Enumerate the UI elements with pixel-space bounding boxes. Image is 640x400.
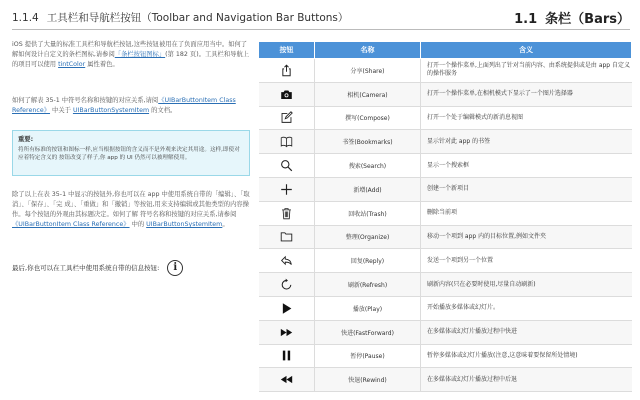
table-row (259, 106, 632, 130)
row-name: 分享(Share) (315, 59, 421, 83)
header-meaning: 含义 (421, 42, 632, 59)
row-desc: 打开一个操作菜单,上面列出了针对当前内容、由系统提供或是由 app 自定义的操作服务 (421, 59, 632, 83)
reply-icon (259, 249, 315, 273)
row-name: 暂停(Pause) (315, 344, 421, 368)
row-desc: 暂停多媒体或幻灯片播放(注意,这意味着要保留所处情境) (421, 344, 632, 368)
table-row (259, 59, 632, 83)
bar-icons-link[interactable]: 「条栏按钮图标」 (114, 51, 166, 58)
header-button: 按钮 (259, 42, 315, 59)
bar-buttons-table (258, 41, 632, 392)
chapter-number: 1.1 (514, 12, 538, 27)
row-desc: 删除当前项 (421, 201, 632, 225)
play-icon (259, 296, 315, 320)
fastforward-icon (259, 320, 315, 344)
row-name: 相机(Camera) (315, 82, 421, 106)
reference-text-c: 的文档。 (151, 107, 177, 114)
info-button-line (12, 260, 250, 276)
extra-text-a: 除了以上在表 35-1 中显示的按钮外,你也可以在 app 中使用系统自带的「编辑」、「取消」、「保存」、「完 成」、「重做」和「撤销」等按钮,用来支持编辑或其他类型的内容操作。每个按钮的外观由其标题决定。如何了解 符号名称和按键的对应关系,请参阅 (12, 191, 250, 218)
intro-paragraph (12, 40, 250, 88)
row-name: 回复(Reply) (315, 249, 421, 273)
row-desc: 在多媒体或幻灯片播放过程中后退 (421, 368, 632, 392)
note-body: 将所有标准的按钮和图标一样,应当根据按钮的含义而不是外观来决定其用途。这样,即使对应着特定含义的 按钮改变了样子,你 app 的 UI 仍然可以被理解使用。 (18, 147, 240, 161)
add-icon (259, 177, 315, 201)
info-icon: i (167, 260, 183, 276)
body-text-column (12, 40, 250, 276)
system-item-link[interactable]: UIBarButtonSystemItem (72, 107, 150, 114)
class-reference-link-2[interactable]: 《UIBarButtonItem Class Reference》 (12, 221, 130, 228)
tintcolor-link[interactable]: tintColor (58, 61, 86, 68)
row-desc: 发送一个项到另一个位置 (421, 249, 632, 273)
row-desc: 显示针对此 app 的书签 (421, 130, 632, 154)
bookmarks-icon (259, 130, 315, 154)
row-desc: 打开一个处于编辑模式的新消息视图 (421, 106, 632, 130)
refresh-icon (259, 273, 315, 297)
row-name: 回收站(Trash) (315, 201, 421, 225)
reference-text-b: 中关于 (52, 107, 71, 114)
row-name: 快进(FastForward) (315, 320, 421, 344)
intro-text-b: (第 182 页)。工具栏和导航上的项目可以使用 (12, 51, 250, 68)
organize-icon (259, 225, 315, 249)
section-number: 1.1.4 (12, 12, 39, 24)
chapter-title: 条栏（Bars） (545, 12, 630, 27)
table-row (259, 296, 632, 320)
section-heading (12, 10, 348, 25)
extra-text-b: 中的 (131, 221, 145, 228)
row-desc: 移动一个项到 app 内的目标位置,例如文件夹 (421, 225, 632, 249)
intro-text-c: 属性着色。 (87, 61, 119, 68)
row-desc: 开始播放多媒体或幻灯片。 (421, 296, 632, 320)
row-desc: 在多媒体或幻灯片播放过程中快进 (421, 320, 632, 344)
chapter-heading (514, 8, 630, 27)
system-item-link-2[interactable]: UIBarButtonSystemItem (146, 221, 223, 228)
share-icon (259, 59, 315, 83)
table-row (259, 177, 632, 201)
section-title: 工具栏和导航栏按钮（Toolbar and Navigation Bar Buttons） (46, 12, 349, 24)
compose-icon (259, 106, 315, 130)
table-row (259, 225, 632, 249)
extra-buttons-paragraph (12, 190, 250, 240)
row-name: 撰写(Compose) (315, 106, 421, 130)
header-divider (12, 29, 630, 30)
table-row (259, 201, 632, 225)
table-row (259, 249, 632, 273)
table-row (259, 320, 632, 344)
search-icon (259, 154, 315, 178)
table-row (259, 82, 632, 106)
row-desc: 显示一个搜索框 (421, 154, 632, 178)
important-note (12, 130, 250, 176)
rewind-icon (259, 368, 315, 392)
intro-text-a: iOS 提供了大量的标准工具栏和导航栏按钮,这些按钮被用在了负面应用当中。如何了解如何设计自定义的条栏图标,请参阅 (12, 41, 248, 58)
row-name: 快退(Rewind) (315, 368, 421, 392)
table-row (259, 273, 632, 297)
table-row (259, 154, 632, 178)
trash-icon (259, 201, 315, 225)
table-row (259, 344, 632, 368)
row-name: 新增(Add) (315, 177, 421, 201)
row-desc: 刷新内容(只在必要时使用,尽量自动刷新) (421, 273, 632, 297)
note-title: 重要: (18, 136, 34, 143)
row-name: 整理(Organize) (315, 225, 421, 249)
table-row (259, 130, 632, 154)
header-name: 名称 (315, 42, 421, 59)
reference-paragraph (12, 96, 250, 120)
row-name: 搜索(Search) (315, 154, 421, 178)
reference-text-a: 如何了解表 35-1 中符号名称和按键的对应关系,请阅 (12, 97, 159, 104)
row-name: 刷新(Refresh) (315, 273, 421, 297)
info-button-text: 最后,你也可以在工具栏中使用系统自带的信息按钮: (12, 264, 160, 272)
row-desc: 创建一个新项目 (421, 177, 632, 201)
row-desc: 打开一个操作菜单,在相机模式下显示了一个图片选择器 (421, 82, 632, 106)
class-reference-link[interactable]: 《UIBarButtonItem Class Reference》 (12, 97, 236, 114)
row-name: 书签(Bookmarks) (315, 130, 421, 154)
table-header-row (259, 42, 632, 59)
extra-text-c: 。 (222, 221, 229, 228)
table-row (259, 368, 632, 392)
pause-icon (259, 344, 315, 368)
camera-icon (259, 82, 315, 106)
row-name: 播放(Play) (315, 296, 421, 320)
